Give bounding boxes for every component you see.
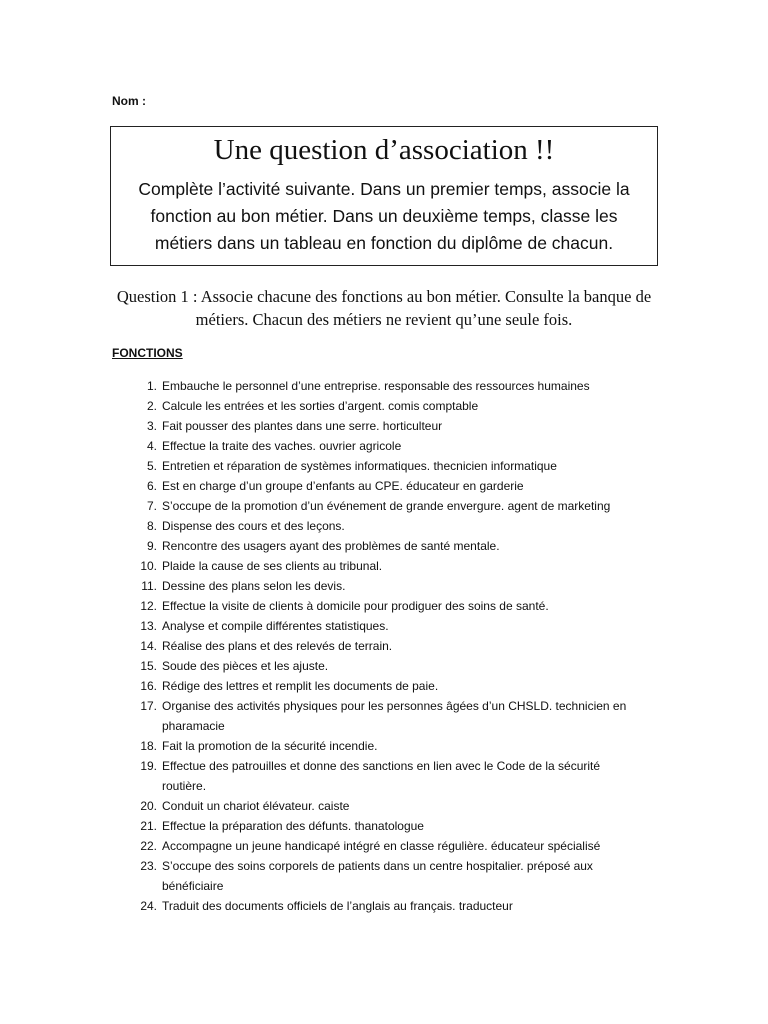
list-item	[110, 696, 630, 736]
list-item	[110, 496, 630, 516]
list-item-number: 4.	[146, 439, 157, 453]
list-item-number: 21.	[140, 819, 157, 833]
list-item-number: 23.	[140, 859, 157, 873]
list-item	[110, 476, 630, 496]
list-item	[110, 676, 630, 696]
list-item-number: 19.	[140, 759, 157, 773]
list-item-number: 11.	[141, 579, 157, 593]
list-item-text: Entretien et réparation de systèmes informatiques. thecnicien informatique	[162, 459, 557, 473]
list-item-number: 6.	[146, 479, 157, 493]
list-item-text: Rédige des lettres et remplit les documents de paie.	[162, 679, 439, 693]
list-item	[110, 836, 630, 856]
list-item	[110, 896, 630, 916]
list-item-number: 1.	[146, 379, 157, 393]
list-item-text: Effectue la préparation des défunts. thanatologue	[162, 819, 424, 833]
list-item	[110, 396, 630, 416]
list-item-text: Effectue la visite de clients à domicile pour prodiguer des soins de santé.	[162, 599, 549, 613]
list-item-number: 3.	[146, 419, 157, 433]
fonctions-heading: FONCTIONS	[112, 346, 183, 360]
list-item-text: Embauche le personnel d’une entreprise. responsable des ressources humaines	[162, 379, 590, 393]
list-item-text: Dessine des plans selon les devis.	[162, 579, 346, 593]
list-item-text: Est en charge d’un groupe d’enfants au CPE. éducateur en garderie	[162, 479, 524, 493]
list-item-text: S’occupe des soins corporels de patients dans un centre hospitalier. préposé aux bénéficiaire	[162, 859, 593, 893]
title-box	[110, 126, 658, 266]
list-item-number: 8.	[146, 519, 157, 533]
list-item-number: 17.	[140, 699, 157, 713]
list-item	[110, 616, 630, 636]
list-item-number: 18.	[140, 739, 157, 753]
list-item-text: Organise des activités physiques pour les personnes âgées d’un CHSLD. technicien en pharamacie	[162, 699, 627, 733]
list-item	[110, 376, 630, 396]
list-item-number: 14.	[140, 639, 157, 653]
list-item-number: 5.	[146, 459, 157, 473]
list-item-text: Traduit des documents officiels de l’anglais au français. traducteur	[162, 899, 513, 913]
list-item	[110, 756, 630, 796]
list-item	[110, 416, 630, 436]
list-item-text: Analyse et compile différentes statistiques.	[162, 619, 389, 633]
fonctions-list	[110, 376, 630, 916]
list-item-text: Fait la promotion de la sécurité incendie.	[162, 739, 378, 753]
list-item-text: Soude des pièces et les ajuste.	[162, 659, 329, 673]
list-item-number: 24.	[140, 899, 157, 913]
list-item	[110, 816, 630, 836]
list-item-text: Fait pousser des plantes dans une serre. horticulteur	[162, 419, 443, 433]
list-item	[110, 796, 630, 816]
list-item-number: 13.	[140, 619, 157, 633]
list-item-text: S’occupe de la promotion d’un événement de grande envergure. agent de marketing	[162, 499, 611, 513]
list-item-text: Dispense des cours et des leçons.	[162, 519, 345, 533]
list-item-number: 10.	[140, 559, 157, 573]
list-item-text: Accompagne un jeune handicapé intégré en classe régulière. éducateur spécialisé	[162, 839, 601, 853]
list-item-text: Conduit un chariot élévateur. caiste	[162, 799, 350, 813]
list-item-number: 22.	[140, 839, 157, 853]
list-item-number: 16.	[140, 679, 157, 693]
instructions-text: Complète l’activité suivante. Dans un premier temps, associe la fonction au bon métier. Dans un deuxième temps, classe les métiers dans un tableau en fonction du diplôme de chacun.	[138, 179, 630, 253]
list-item	[110, 456, 630, 476]
list-item	[110, 656, 630, 676]
list-item	[110, 856, 630, 896]
list-item-text: Plaide la cause de ses clients au tribunal.	[162, 559, 383, 573]
list-item	[110, 596, 630, 616]
list-item	[110, 536, 630, 556]
list-item	[110, 736, 630, 756]
list-item	[110, 516, 630, 536]
list-item	[110, 436, 630, 456]
list-item-text: Calcule les entrées et les sorties d’argent. comis comptable	[162, 399, 479, 413]
list-item-number: 7.	[146, 499, 157, 513]
list-item-text: Réalise des plans et des relevés de terrain.	[162, 639, 393, 653]
question-1-text: Question 1 : Associe chacune des fonctions au bon métier. Consulte la banque de métiers. Chacun des métiers ne revient qu’une seule fois.	[116, 287, 652, 329]
list-item-text: Effectue la traite des vaches. ouvrier agricole	[162, 439, 402, 453]
list-item-number: 15.	[140, 659, 157, 673]
list-item-text: Rencontre des usagers ayant des problèmes de santé mentale.	[162, 539, 500, 553]
list-item-number: 20.	[140, 799, 157, 813]
name-label: Nom :	[112, 94, 146, 108]
list-item	[110, 576, 630, 596]
list-item	[110, 556, 630, 576]
list-item-number: 9.	[146, 539, 157, 553]
worksheet-title: Une question d’association !!	[213, 134, 555, 166]
list-item	[110, 636, 630, 656]
list-item-number: 12.	[140, 599, 157, 613]
list-item-text: Effectue des patrouilles et donne des sanctions en lien avec le Code de la sécurité routière.	[162, 759, 601, 793]
list-item-number: 2.	[146, 399, 157, 413]
